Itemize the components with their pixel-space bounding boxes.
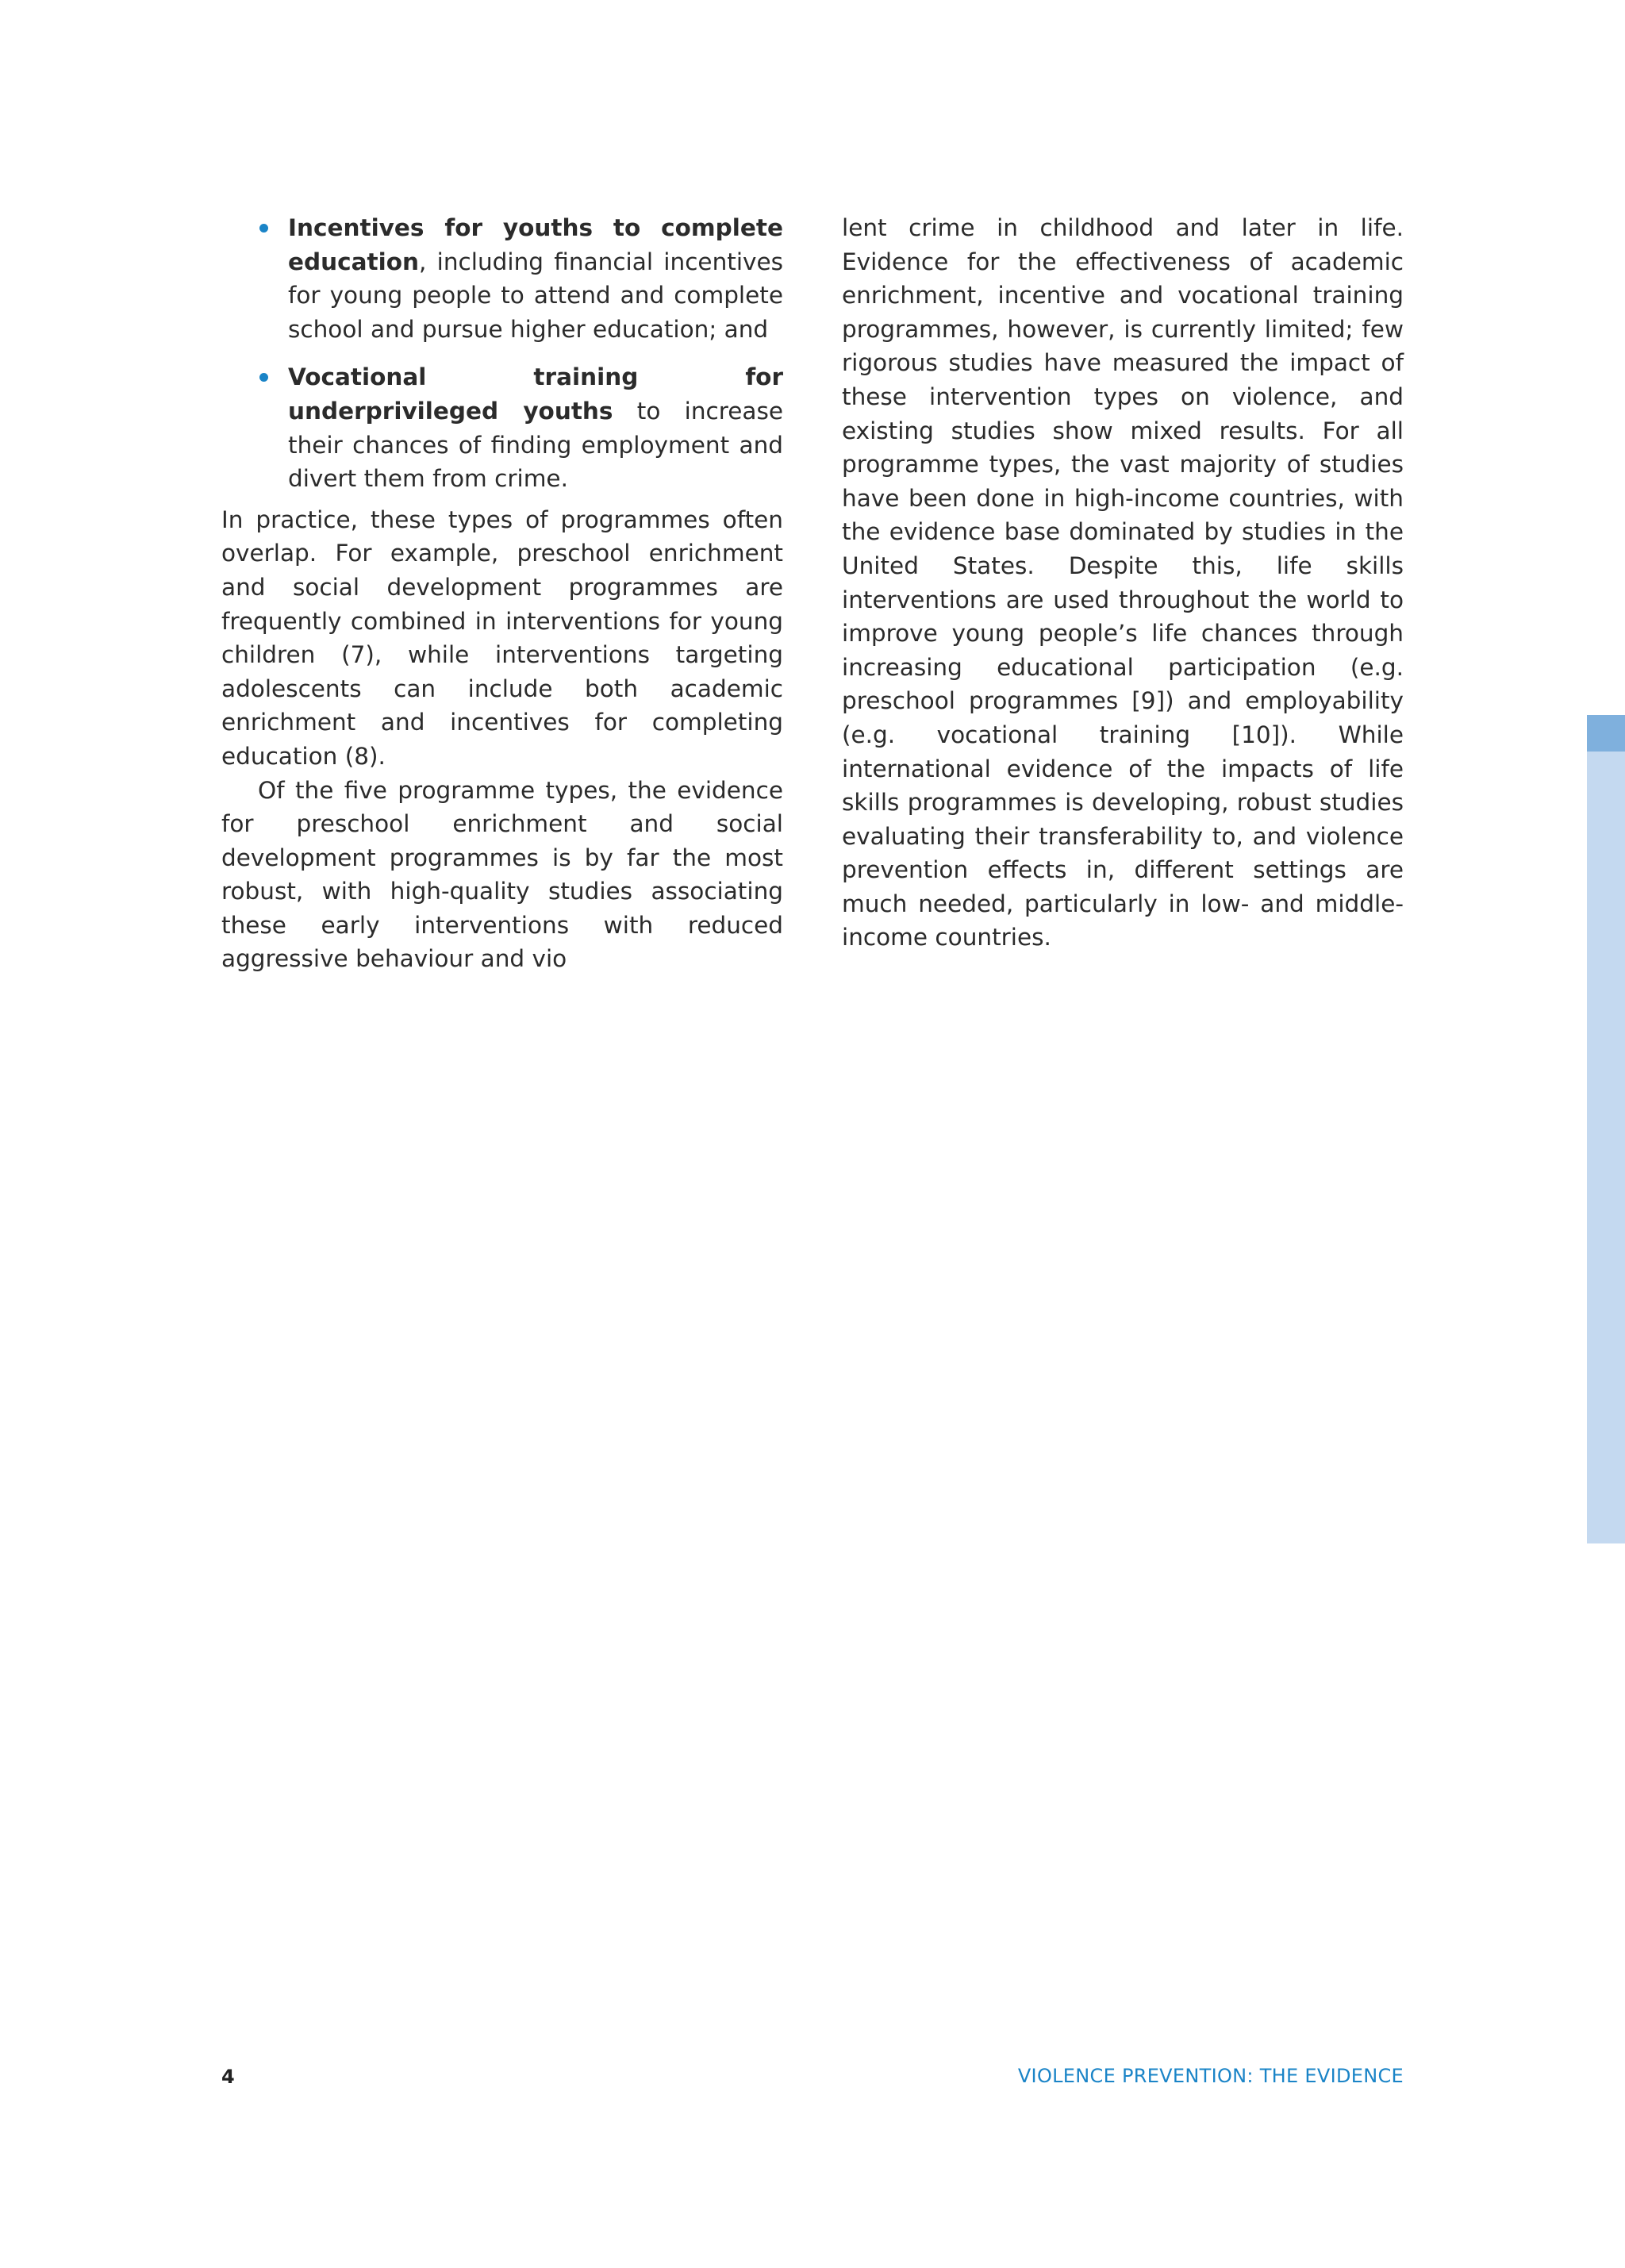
right-text-column bbox=[842, 211, 1404, 955]
body-paragraph: In practice, these types of programmes often overlap. For example, preschool enrichment and social development programmes are frequently combined in interventions for young children (7), while interventions targeting adolescents can include both academic enrichment and incentives for completing education (8). bbox=[221, 505, 783, 770]
body-paragraph: lent crime in childhood and later in life. Evidence for the effectiveness of academic enrichment, incentive and vocational training programmes, however, is currently limited; few rigorous studies have measured the impact of these intervention types on violence, and existing studies show mixed results. For all programme types, the vast majority of studies have been done in high-income countries, with the evidence base dominated by studies in the United States. Despite this, life skills interventions are used throughout the world to improve young people’s life chances through increasing educational participation (e.g. preschool programmes [9]) and employability (e.g. vocational training [10]). While international evidence of the impacts of life skills programmes is developing, robust studies evaluating their transferability to, and violence prevention effects in, different settings are much needed, particularly in low- and middle-income countries. bbox=[842, 214, 1404, 951]
side-tab-bar bbox=[1587, 752, 1625, 1543]
left-text-column bbox=[221, 211, 783, 976]
bullet-item bbox=[221, 211, 783, 346]
bullet-text: , including financial incentives for young people to attend and complete school and pursue higher education; and bbox=[288, 248, 783, 343]
bullet-item bbox=[221, 360, 783, 495]
bullet-dot-icon bbox=[259, 373, 268, 382]
bullet-bold-term: Vocational training for underprivileged youths bbox=[288, 363, 783, 425]
bullet-list bbox=[221, 211, 783, 496]
bullet-bold-term: Incentives for youths to complete education bbox=[288, 214, 783, 275]
page-number: 4 bbox=[221, 2066, 235, 2088]
side-tab-marker bbox=[1587, 715, 1625, 752]
body-paragraph: Of the five programme types, the evidence for preschool enrichment and social development programmes is by far the most robust, with high-quality studies associating these early interventions with reduced aggressive behaviour and vio bbox=[221, 776, 783, 973]
bullet-text: to increase their chances of finding employment and divert them from crime. bbox=[288, 397, 783, 493]
bullet-dot-icon bbox=[259, 224, 268, 233]
running-title: VIOLENCE PREVENTION: THE EVIDENCE bbox=[1017, 2065, 1404, 2087]
